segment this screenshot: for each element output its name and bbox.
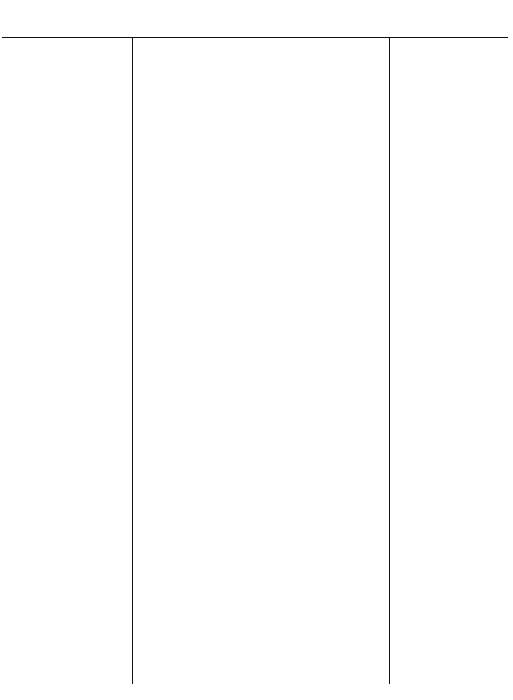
blessing-chart-table	[2, 37, 508, 684]
column-divider	[132, 38, 133, 684]
page-subtitle	[0, 27, 513, 36]
column-divider	[389, 38, 390, 684]
page-title	[0, 0, 513, 26]
